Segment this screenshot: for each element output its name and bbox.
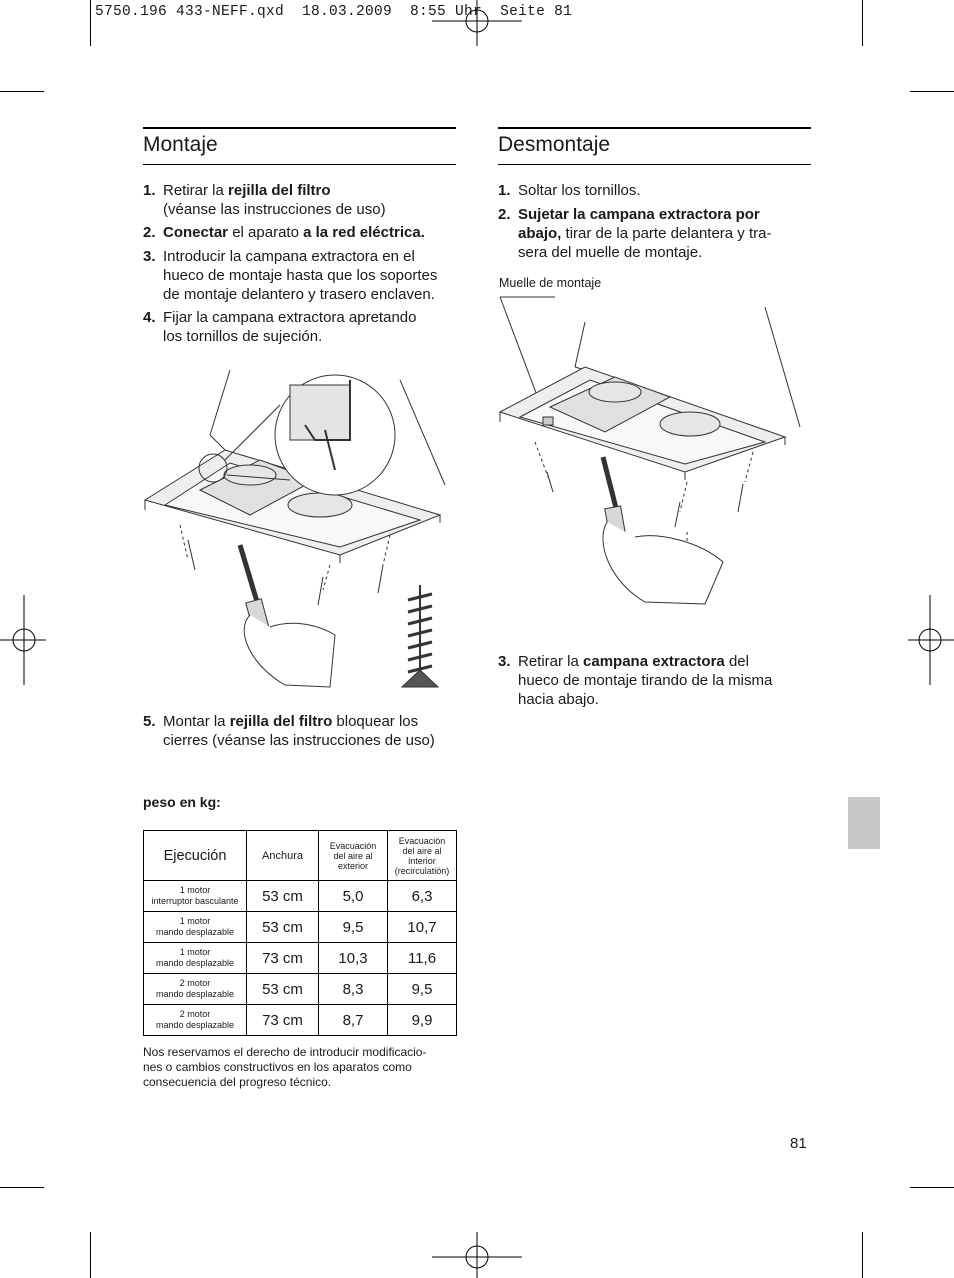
section-tab-marker <box>848 797 880 849</box>
desmontaje-title: Desmontaje <box>498 133 611 156</box>
montaje-step-5: 5. Montar la rejilla del filtro bloquear los cierres (véanse las instrucciones de uso) <box>143 713 435 749</box>
registration-mark-bottom <box>432 1232 522 1278</box>
weights-label: peso en kg: <box>143 794 221 810</box>
montaje-title-rule <box>143 164 456 165</box>
montaje-title: Montaje <box>143 133 218 156</box>
table-row: 2 motor mando desplazable 53 cm 8,3 9,5 <box>144 974 457 1005</box>
table-row: 1 motor mando desplazable 53 cm 9,5 10,7 <box>144 912 457 943</box>
montaje-top-rule <box>143 127 456 129</box>
desmontaje-title-rule <box>498 164 811 165</box>
montaje-illustration <box>140 365 460 695</box>
registration-mark-top <box>432 0 522 46</box>
header-interior: Evacuación del aire al interior (recirculatión) <box>388 831 457 881</box>
montaje-step-4: 4. Fijar la campana extractora apretando los tornillos de sujeción. <box>143 309 417 345</box>
weights-table <box>143 830 457 1036</box>
footnote: Nos reservamos el derecho de introducir modificacio- nes o cambios constructivos en los aparatos como consecuencia del progreso técnico. <box>143 1045 427 1089</box>
montaje-step-2: 2. Conectar el aparato a la red eléctrica. <box>143 224 425 241</box>
table-row: 2 motor mando desplazable 73 cm 8,7 9,9 <box>144 1005 457 1036</box>
registration-mark-right <box>908 595 954 685</box>
header-anchura: Anchura <box>247 831 319 881</box>
desmontaje-step-3: 3. Retirar la campana extractora del hueco de montaje tirando de la misma hacia abajo. <box>498 653 773 708</box>
file-header: 5750.196 433-NEFF.qxd 18.03.2009 8:55 Uhr Seite 81 <box>95 4 573 20</box>
desmontaje-top-rule <box>498 127 811 129</box>
header-exterior: Evacuación del aire al exterior <box>319 831 388 881</box>
table-row: 1 motor interruptor basculante 53 cm 5,0 6,3 <box>144 881 457 912</box>
desmontaje-step-2: 2. Sujetar la campana extractora por abajo, tirar de la parte delantera y tra- sera del muelle de montaje. <box>498 206 772 261</box>
weights-header-row <box>144 831 457 881</box>
montaje-step-1: 1. Retirar la rejilla del filtro (véanse las instrucciones de uso) <box>143 182 386 218</box>
header-ejecucion: Ejecución <box>144 831 247 881</box>
registration-mark-left <box>0 595 46 685</box>
table-row: 1 motor mando desplazable 73 cm 10,3 11,6 <box>144 943 457 974</box>
desmontaje-step-1: 1. Soltar los tornillos. <box>498 182 641 199</box>
desmontaje-illustration <box>495 292 815 617</box>
figure-label-muelle: Muelle de montaje <box>499 276 602 290</box>
page-number: 81 <box>790 1135 807 1152</box>
montaje-step-3: 3. Introducir la campana extractora en el hueco de montaje hasta que los soportes de montaje delantero y trasero enclaven. <box>143 248 438 303</box>
